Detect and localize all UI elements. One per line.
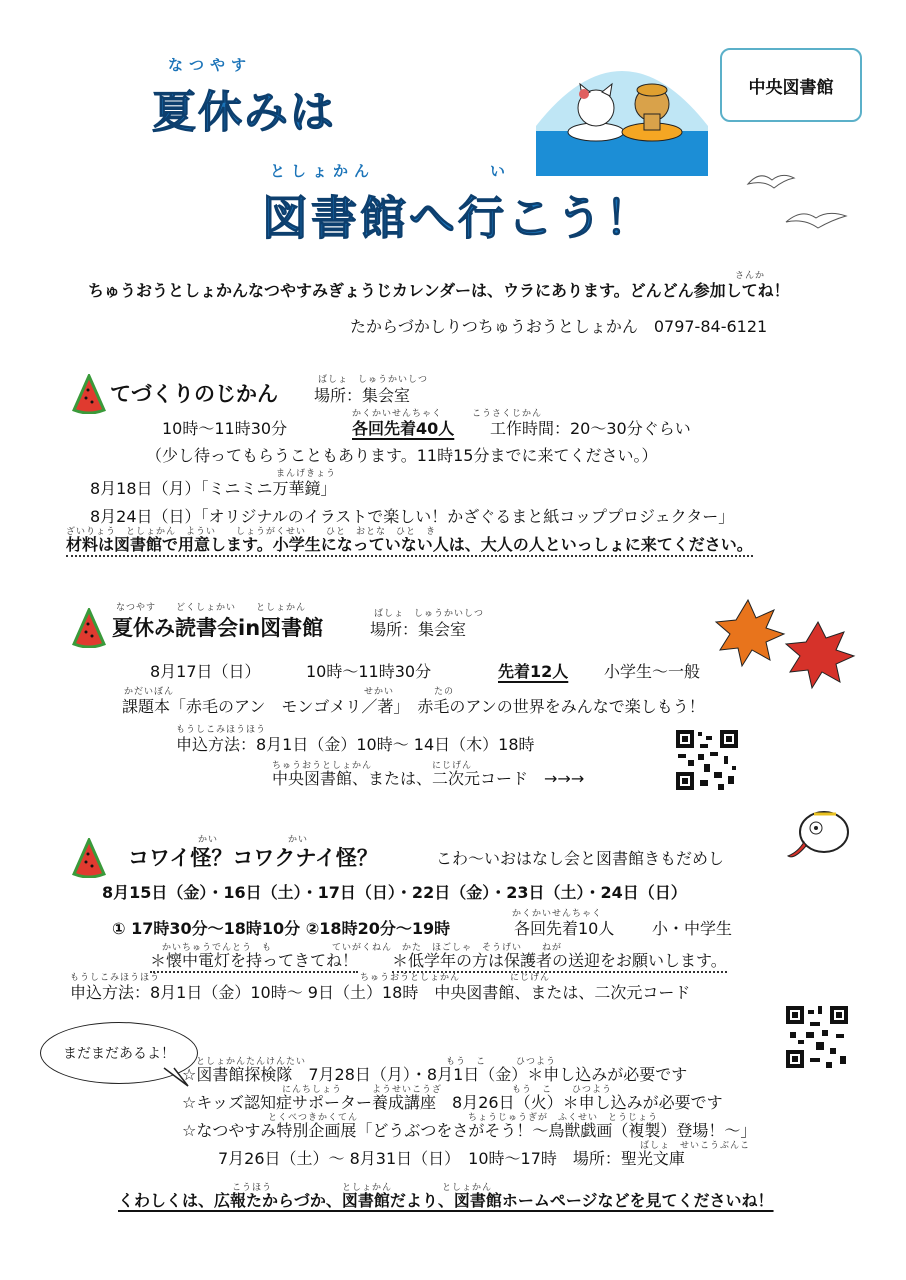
event3-apply: 申込方法：8月1日（金）10時～ 9日（土）18時 中央図書館、または、二次元コード	[70, 983, 691, 1002]
event2-apply2: 中央図書館、または、二次元コード →→→	[272, 769, 585, 788]
event1-title: てづくりのじかん	[110, 382, 278, 406]
title-furigana: なつやす	[168, 56, 253, 74]
event3-dates: 8月15日（金）・16日（土）・17日（日）・22日（金）・23日（土）・24日（日）	[102, 883, 687, 902]
swimming-animals-illustration	[536, 56, 708, 176]
intro-line1: ちゅうおうとしょかんなつやすみぎょうじカレンダーは、ウラにあります。どんどん参加してね！	[88, 281, 790, 300]
watermelon-icon	[72, 838, 106, 878]
autumn-leaves-illustration	[712, 594, 862, 694]
event2-place-furigana: ばしょ しゅうかいしつ	[374, 609, 485, 619]
more-item3: ☆なつやすみ特別企画展「どうぶつをさがそう！～鳥獣戯画（複製）登場！～」	[182, 1121, 757, 1140]
event3-subtitle: こわ～いおはなし会と図書館きもだめし	[436, 849, 725, 868]
more-item2-furigana: にんちしょう ようせいこうざ もう こ ひつよう	[282, 1085, 613, 1095]
event2-date: 8月17日（日）	[150, 662, 261, 681]
event2-title-furigana: なつやす どくしょかい としょかん	[116, 603, 307, 613]
event1-capacity: 各回先着40人	[352, 419, 455, 438]
event1-session1-furigana: まんげきょう	[276, 469, 337, 479]
footer-furigana: こうほう としょかん としょかん	[232, 1183, 493, 1193]
page-title-line1: 夏休みは	[152, 87, 336, 138]
event1-place-furigana: ばしょ しゅうかいしつ	[318, 375, 429, 385]
library-name-box: 中央図書館	[720, 48, 862, 122]
event3-target: 小・中学生	[652, 919, 733, 938]
event2-book: 課題本「赤毛のアン モンゴメリ／著」 赤毛のアンの世界をみんなで楽しもう！	[122, 697, 705, 716]
intro-contact: たからづかしりつちゅうおうとしょかん 0797-84-6121	[350, 317, 768, 336]
event2-apply2-furigana: ちゅうおうとしょかん にじげん	[272, 761, 473, 771]
event1-work-time: 工作時間：20～30分ぐらい	[490, 419, 691, 438]
more-item1: ☆図書館探検隊 7月28日（月）・8月1日（金）＊申し込みが必要です	[182, 1065, 688, 1084]
event2-title: 夏休み読書会in図書館	[112, 616, 324, 640]
event3-note1: ＊懐中電灯を持ってきてね！	[150, 948, 358, 973]
more-item2: ☆キッズ認知症サポーター養成講座 8月26日（火）＊申し込みが必要です	[182, 1093, 723, 1112]
event1-materials: 材料は図書館で用意します。小学生になっていない人は、大人の人といっしょに来てください。	[66, 532, 753, 557]
event2-apply: 申込方法：8月1日（金）10時～ 14日（木）18時	[176, 735, 535, 754]
event1-materials-furigana: ざいりょう としょかん ようい しょうがくせい ひと おとな ひと き	[66, 527, 437, 537]
event1-place: 場所：集会室	[314, 386, 411, 405]
ghost-lantern-illustration	[784, 806, 854, 866]
event2-book-furigana: かだいぼん せかい たの	[124, 687, 455, 697]
event2-capacity: 先着12人	[498, 662, 569, 681]
page-title-line2: 図書館へ行こう！	[262, 191, 654, 245]
event2-target: 小学生～一般	[604, 662, 701, 681]
event3-capacity: 各回先着10人	[514, 919, 615, 938]
event3-title: コワイ怪？コワクナイ怪？	[128, 846, 378, 870]
event3-times: ① 17時30分～18時10分 ②18時20分～19時	[112, 919, 451, 938]
event3-note2: ＊低学年の方は保護者の送迎をお願いします。	[392, 948, 727, 973]
watermelon-icon	[72, 374, 106, 414]
event1-time: 10時～11時30分	[162, 419, 288, 438]
more-item3-place-furigana: ばしょ せいこうぶんこ	[640, 1141, 751, 1151]
title2-furigana-b: い	[490, 162, 512, 180]
event1-time-furigana: かくかいせんちゃく こうさくじかん	[352, 409, 543, 419]
event3-apply-furigana: もうしこみほうほう ちゅうおうとしょかん にじげん	[70, 973, 551, 983]
title2-furigana-a: としょかん	[270, 162, 376, 180]
intro-furigana: さんか	[735, 271, 766, 281]
event3-note-furigana: かいちゅうでんとう も ていがくねん かた ほごしゃ そうげい ねが	[162, 943, 563, 953]
event2-time: 10時～11時30分	[306, 662, 432, 681]
more-item3-dates: 7月26日（土）～ 8月31日（日） 10時～17時 場所：聖光文庫	[218, 1149, 685, 1168]
speech-bubble-text: まだまだあるよ！	[63, 1046, 175, 1062]
event1-note: （少し待ってもらうこともあります。11時15分までに来てください。）	[146, 446, 658, 465]
event3-title-furigana: かい かい	[198, 835, 309, 845]
event2-place: 場所：集会室	[370, 620, 467, 639]
event1-session1: 8月18日（月）「ミニミニ万華鏡」	[90, 479, 337, 498]
event3-capacity-furigana: かくかいせんちゃく	[512, 909, 603, 919]
watermelon-icon	[72, 608, 106, 648]
more-item3-furigana: とくべつきかくてん ちょうじゅうぎが ふくせい とうじょう	[268, 1113, 659, 1123]
event2-apply-furigana: もうしこみほうほう	[176, 725, 267, 735]
footer-note: くわしくは、広報たからづか、図書館だより、図書館ホームページなどを見てくださいね！	[118, 1191, 774, 1210]
qr-code-event3[interactable]	[784, 1004, 850, 1070]
qr-code-event2[interactable]	[674, 728, 740, 792]
seagulls-illustration	[746, 166, 856, 246]
event1-session2: 8月24日（日）「オリジナルのイラストで楽しい！かざぐるまと紙コッププロジェクター」	[90, 507, 735, 526]
more-item1-furigana: としょかんたんけんたい もう こ ひつよう	[196, 1057, 557, 1067]
